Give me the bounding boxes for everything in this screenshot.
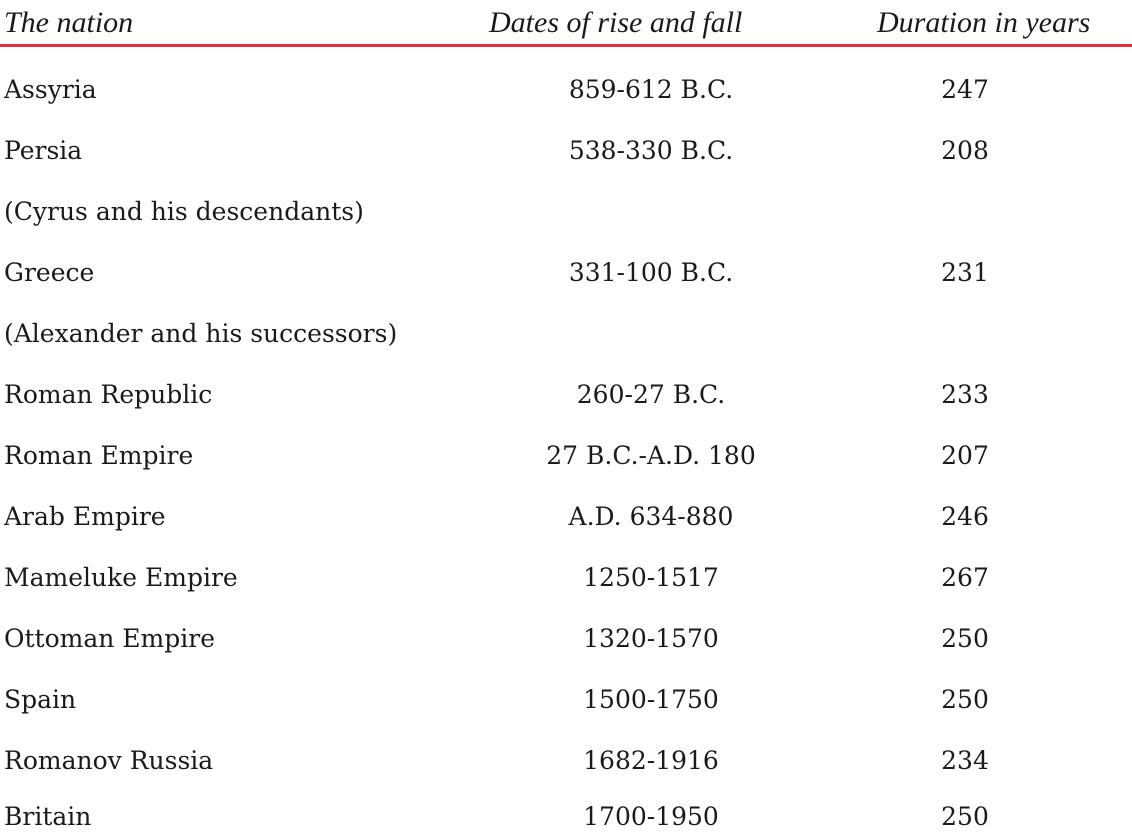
table-row (0, 558, 1132, 598)
table-row (0, 497, 1132, 537)
cell-nation: Britain (4, 802, 92, 831)
cell-dates: 1682-1916 (583, 746, 719, 775)
cell-nation: Persia (4, 136, 83, 165)
table-row (0, 680, 1132, 720)
cell-duration: 234 (941, 746, 989, 775)
cell-dates: A.D. 634-880 (568, 502, 734, 531)
table-row (0, 192, 1132, 232)
table-row (0, 70, 1132, 110)
table-row (0, 375, 1132, 415)
cell-dates: 859-612 B.C. (568, 75, 734, 104)
cell-duration: 250 (941, 685, 989, 714)
cell-duration: 231 (941, 258, 989, 287)
header-nation: The nation (4, 6, 134, 39)
table-row (0, 436, 1132, 476)
cell-dates: 538-330 B.C. (568, 136, 734, 165)
cell-nation: (Alexander and his successors) (4, 319, 398, 348)
cell-duration: 207 (941, 441, 989, 470)
header-duration: Duration in years (877, 6, 1091, 39)
cell-dates: 1500-1750 (583, 685, 719, 714)
cell-nation: (Cyrus and his descendants) (4, 197, 364, 226)
table-row (0, 131, 1132, 171)
cell-dates: 1320-1570 (583, 624, 719, 653)
table-row (0, 253, 1132, 293)
table-row (0, 314, 1132, 354)
table-header (0, 0, 1132, 46)
cell-dates: 331-100 B.C. (568, 258, 734, 287)
cell-duration: 208 (941, 136, 989, 165)
cell-duration: 267 (941, 563, 989, 592)
cell-nation: Ottoman Empire (4, 624, 215, 653)
cell-nation: Romanov Russia (4, 746, 214, 775)
cell-nation: Greece (4, 258, 95, 287)
header-dates: Dates of rise and fall (489, 6, 743, 39)
cell-duration: 246 (941, 502, 989, 531)
header-rule (0, 44, 1132, 47)
table-row (0, 619, 1132, 659)
cell-nation: Spain (4, 685, 77, 714)
cell-nation: Mameluke Empire (4, 563, 238, 592)
cell-dates: 27 B.C.-A.D. 180 (546, 441, 756, 470)
table-row (0, 741, 1132, 781)
cell-duration: 247 (941, 75, 989, 104)
cell-duration: 250 (941, 624, 989, 653)
cell-nation: Roman Republic (4, 380, 213, 409)
cell-dates: 1700-1950 (583, 802, 719, 831)
cell-nation: Assyria (4, 75, 97, 104)
cell-duration: 233 (941, 380, 989, 409)
cell-nation: Arab Empire (4, 502, 166, 531)
cell-duration: 250 (941, 802, 989, 831)
cell-dates: 260-27 B.C. (576, 380, 726, 409)
cell-nation: Roman Empire (4, 441, 194, 470)
cell-dates: 1250-1517 (583, 563, 719, 592)
table-row (0, 797, 1132, 837)
